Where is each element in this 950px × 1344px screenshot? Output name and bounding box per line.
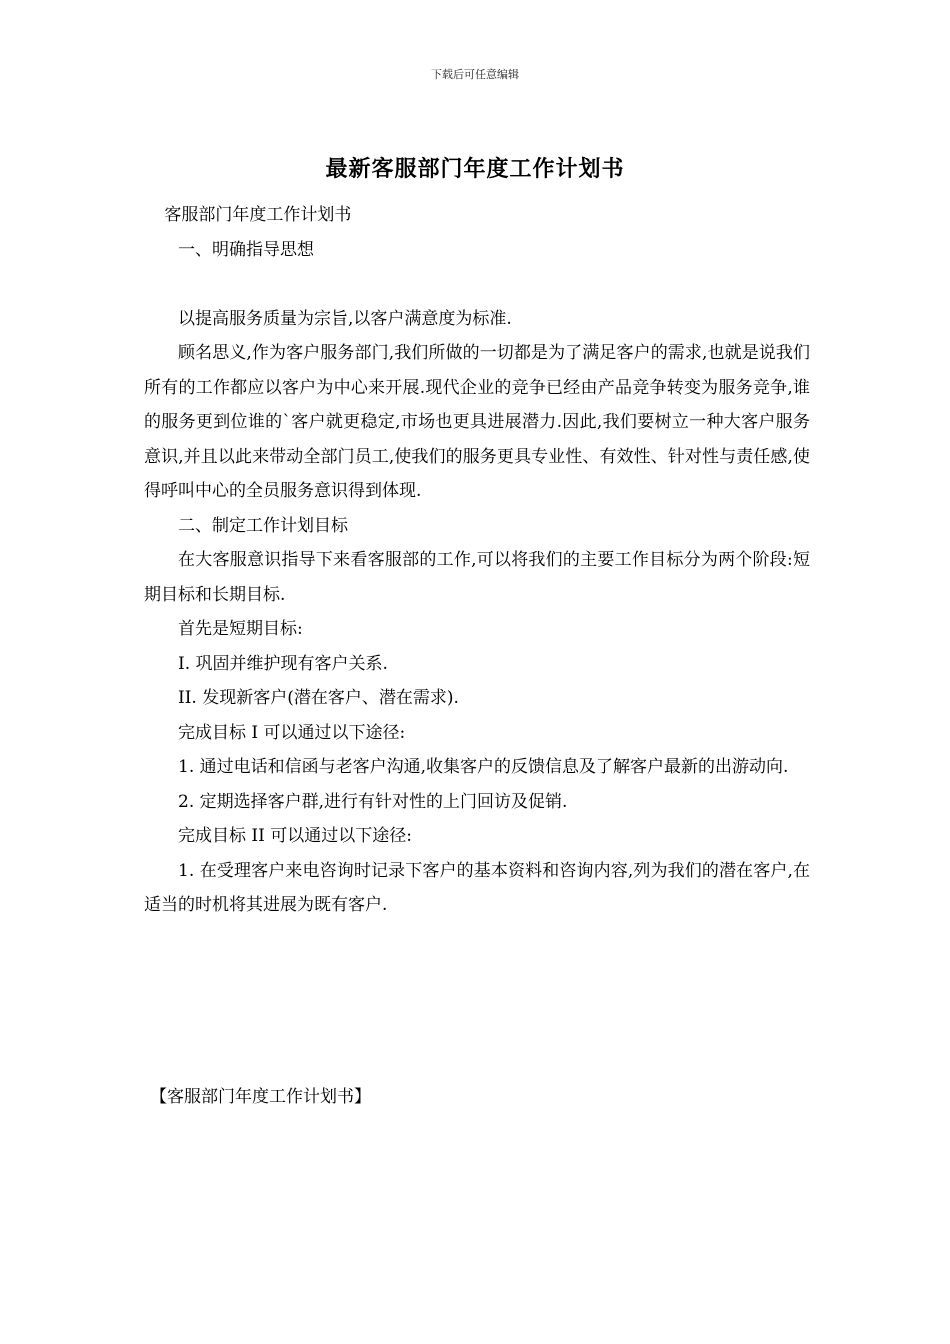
paragraph: 完成目标 II 可以通过以下途径: (178, 826, 412, 846)
closing-title: 【客服部门年度工作计划书】 (150, 1087, 371, 1107)
paragraph: 首先是短期目标: (178, 619, 303, 639)
document-body (144, 198, 810, 923)
header-note: 下载后可任意编辑 (431, 68, 519, 81)
paragraph: 以提高服务质量为宗旨,以客户满意度为标准. (178, 308, 512, 329)
document-title: 最新客服部门年度工作计划书 (325, 156, 625, 182)
blank-line (144, 267, 810, 302)
paragraph: 完成目标 I 可以通过以下途径: (178, 722, 406, 743)
paragraph: 在大客服意识指导下来看客服部的工作,可以将我们的主要工作目标分为两个阶段:短期目标和长期目标. (144, 550, 810, 605)
list-item: 1. 通过电话和信函与老客户沟通,收集客户的反馈信息及了解客户最新的出游动向. (178, 757, 789, 777)
list-item: I. 巩固并维护现有客户关系. (178, 653, 388, 674)
paragraph: 顾名思义,作为客户服务部门,我们所做的一切都是为了满足客户的需求,也就是说我们所有的工作都应以客户为中心来开展.现代企业的竞争已经由产品竞争转变为服务竞争,谁的服务更到位谁的`客户就更稳定,市场也更具进展潜力.因此,我们要树立一种大客户服务意识,并且以此来带动全部门员工,使我们的服务更具专业性、有效性、针对性与责任感,使得呼叫中心的全员服务意识得到体现. (144, 343, 810, 501)
list-item: II. 发现新客户(潜在客户、潜在需求). (178, 688, 459, 708)
list-item: 2. 定期选择客户群,进行有针对性的上门回访及促销. (178, 791, 568, 812)
section-heading-2: 二、制定工作计划目标 (178, 515, 348, 536)
document-subtitle: 客服部门年度工作计划书 (164, 205, 352, 225)
list-item: 1. 在受理客户来电咨询时记录下客户的基本资料和咨询内容,列为我们的潜在客户,在适当的时机将其进展为既有客户. (144, 860, 810, 915)
section-heading-1: 一、明确指导思想 (178, 239, 314, 260)
